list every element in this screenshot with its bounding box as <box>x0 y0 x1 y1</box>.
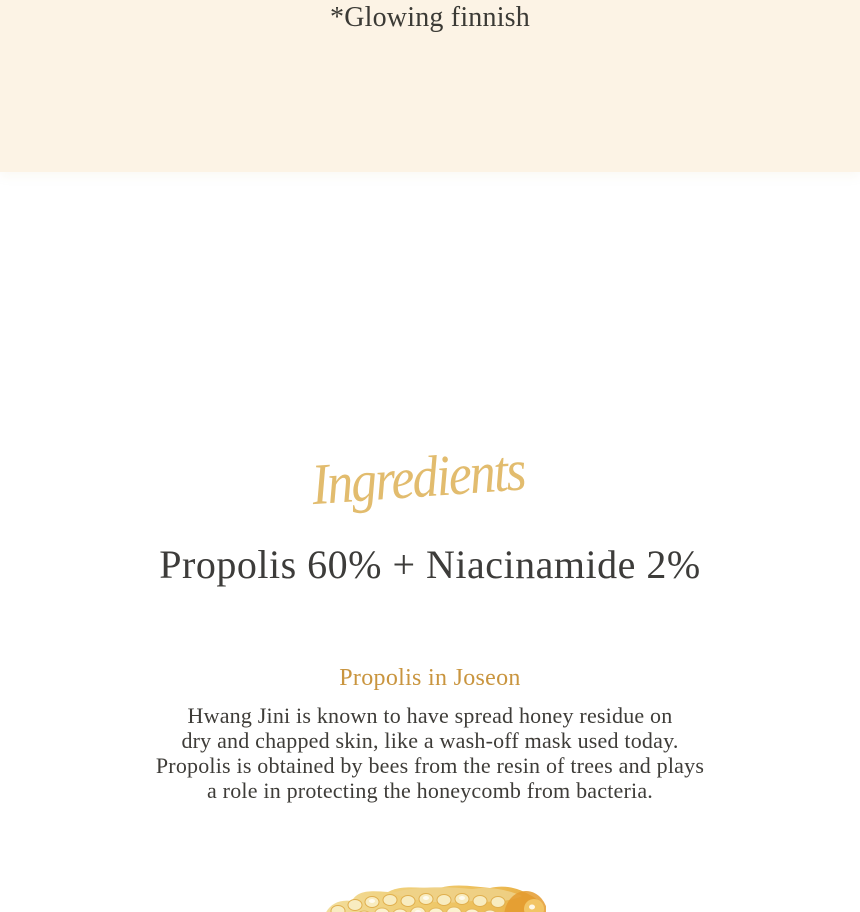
glow-finish-banner <box>0 0 860 172</box>
propolis-in-joseon-title: Propolis in Joseon <box>339 665 521 691</box>
glowing-finish-note: *Glowing finnish <box>330 2 530 33</box>
description-line: Hwang Jini is known to have spread honey residue on <box>187 703 673 728</box>
description-line: Propolis is obtained by bees from the resin of trees and plays <box>155 753 705 778</box>
description-line: dry and chapped skin, like a wash-off mask used today. <box>181 728 679 753</box>
ingredients-headline: Propolis 60% + Niacinamide 2% <box>159 542 701 587</box>
propolis-description <box>0 703 860 803</box>
honeycomb-image <box>322 877 546 912</box>
ingredients-script-title: Ingredients <box>309 439 527 518</box>
description-line: a role in protecting the honeycomb from bacteria. <box>207 778 653 803</box>
